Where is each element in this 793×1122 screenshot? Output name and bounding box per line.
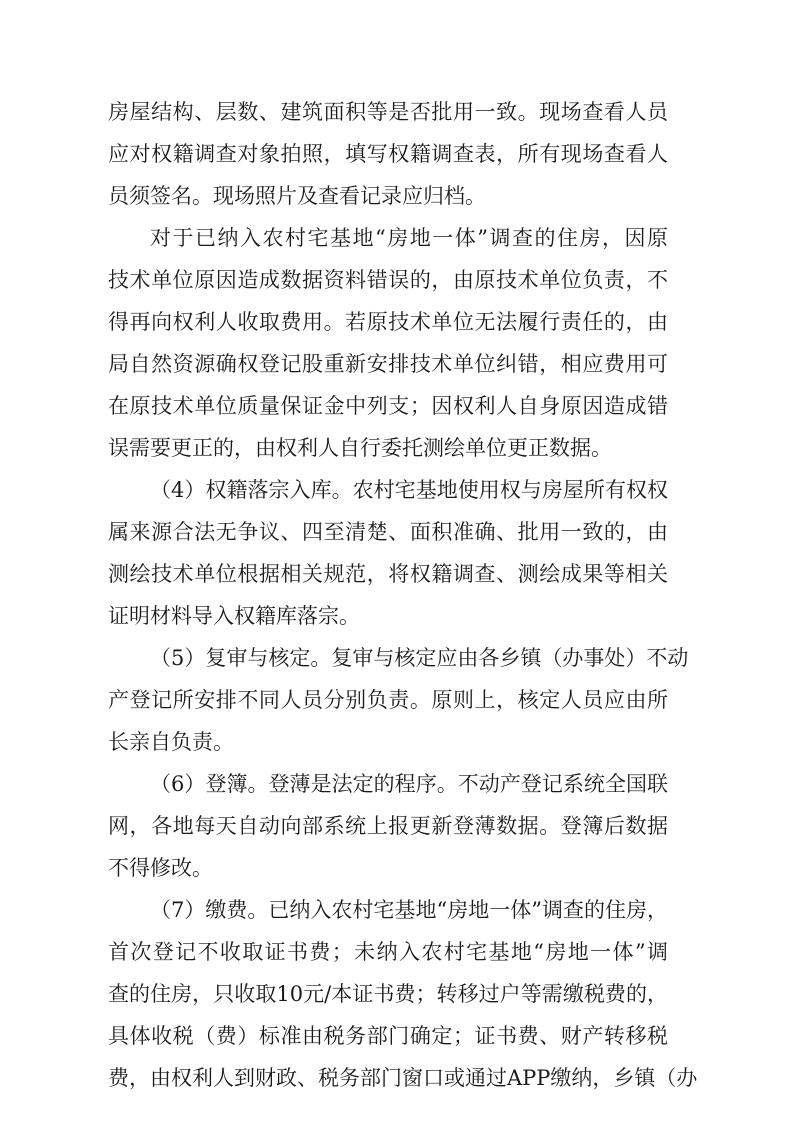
text-line: 产登记所安排不同人员分别负责。原则上，核定人员应由所 bbox=[108, 688, 668, 712]
paragraph-first-line: （6）登簿。登薄是法定的程序。不动产登记系统全国联 bbox=[150, 772, 668, 796]
text-line: 长亲自负责。 bbox=[108, 730, 234, 754]
text-line: 查的住房，只收取10元/本证书费；转移过户等需缴税费的， bbox=[108, 982, 668, 1006]
text-line: 得再向权利人收取费用。若原技术单位无法履行责任的，由 bbox=[108, 310, 668, 334]
text-line: 首次登记不收取证书费；未纳入农村宅基地“房地一体”调 bbox=[108, 940, 668, 964]
paragraph-first-line: （4）权籍落宗入库。农村宅基地使用权与房屋所有权权 bbox=[150, 478, 668, 502]
text-line: 误需要更正的，由权利人自行委托测绘单位更正数据。 bbox=[108, 436, 612, 460]
text-line: 不得修改。 bbox=[108, 856, 213, 880]
text-line: 在原技术单位质量保证金中列支；因权利人自身原因造成错 bbox=[108, 394, 668, 418]
text-line: 费，由权利人到财政、税务部门窗口或通过APP缴纳，乡镇（办 bbox=[108, 1066, 698, 1090]
text-line: 证明材料导入权籍库落宗。 bbox=[108, 604, 360, 628]
text-line: 房屋结构、层数、建筑面积等是否批用一致。现场查看人员 bbox=[108, 100, 668, 124]
paragraph-first-line: 对于已纳入农村宅基地“房地一体”调查的住房，因原 bbox=[150, 226, 668, 250]
paragraph-first-line: （5）复审与核定。复审与核定应由各乡镇（办事处）不动 bbox=[150, 646, 689, 670]
text-line: 测绘技术单位根据相关规范，将权籍调查、测绘成果等相关 bbox=[108, 562, 668, 586]
text-line: 属来源合法无争议、四至清楚、面积准确、批用一致的，由 bbox=[108, 520, 668, 544]
text-line: 应对权籍调查对象拍照，填写权籍调查表，所有现场查看人 bbox=[108, 142, 668, 166]
text-line: 具体收税（费）标准由税务部门确定；证书费、财产转移税 bbox=[108, 1024, 668, 1048]
text-line: 技术单位原因造成数据资料错误的，由原技术单位负责，不 bbox=[108, 268, 668, 292]
text-line: 局自然资源确权登记股重新安排技术单位纠错，相应费用可 bbox=[108, 352, 668, 376]
text-line: 网，各地每天自动向部系统上报更新登薄数据。登簿后数据 bbox=[108, 814, 668, 838]
paragraph-first-line: （7）缴费。已纳入农村宅基地“房地一体”调查的住房， bbox=[150, 898, 668, 922]
text-line: 员须签名。现场照片及查看记录应归档。 bbox=[108, 184, 486, 208]
